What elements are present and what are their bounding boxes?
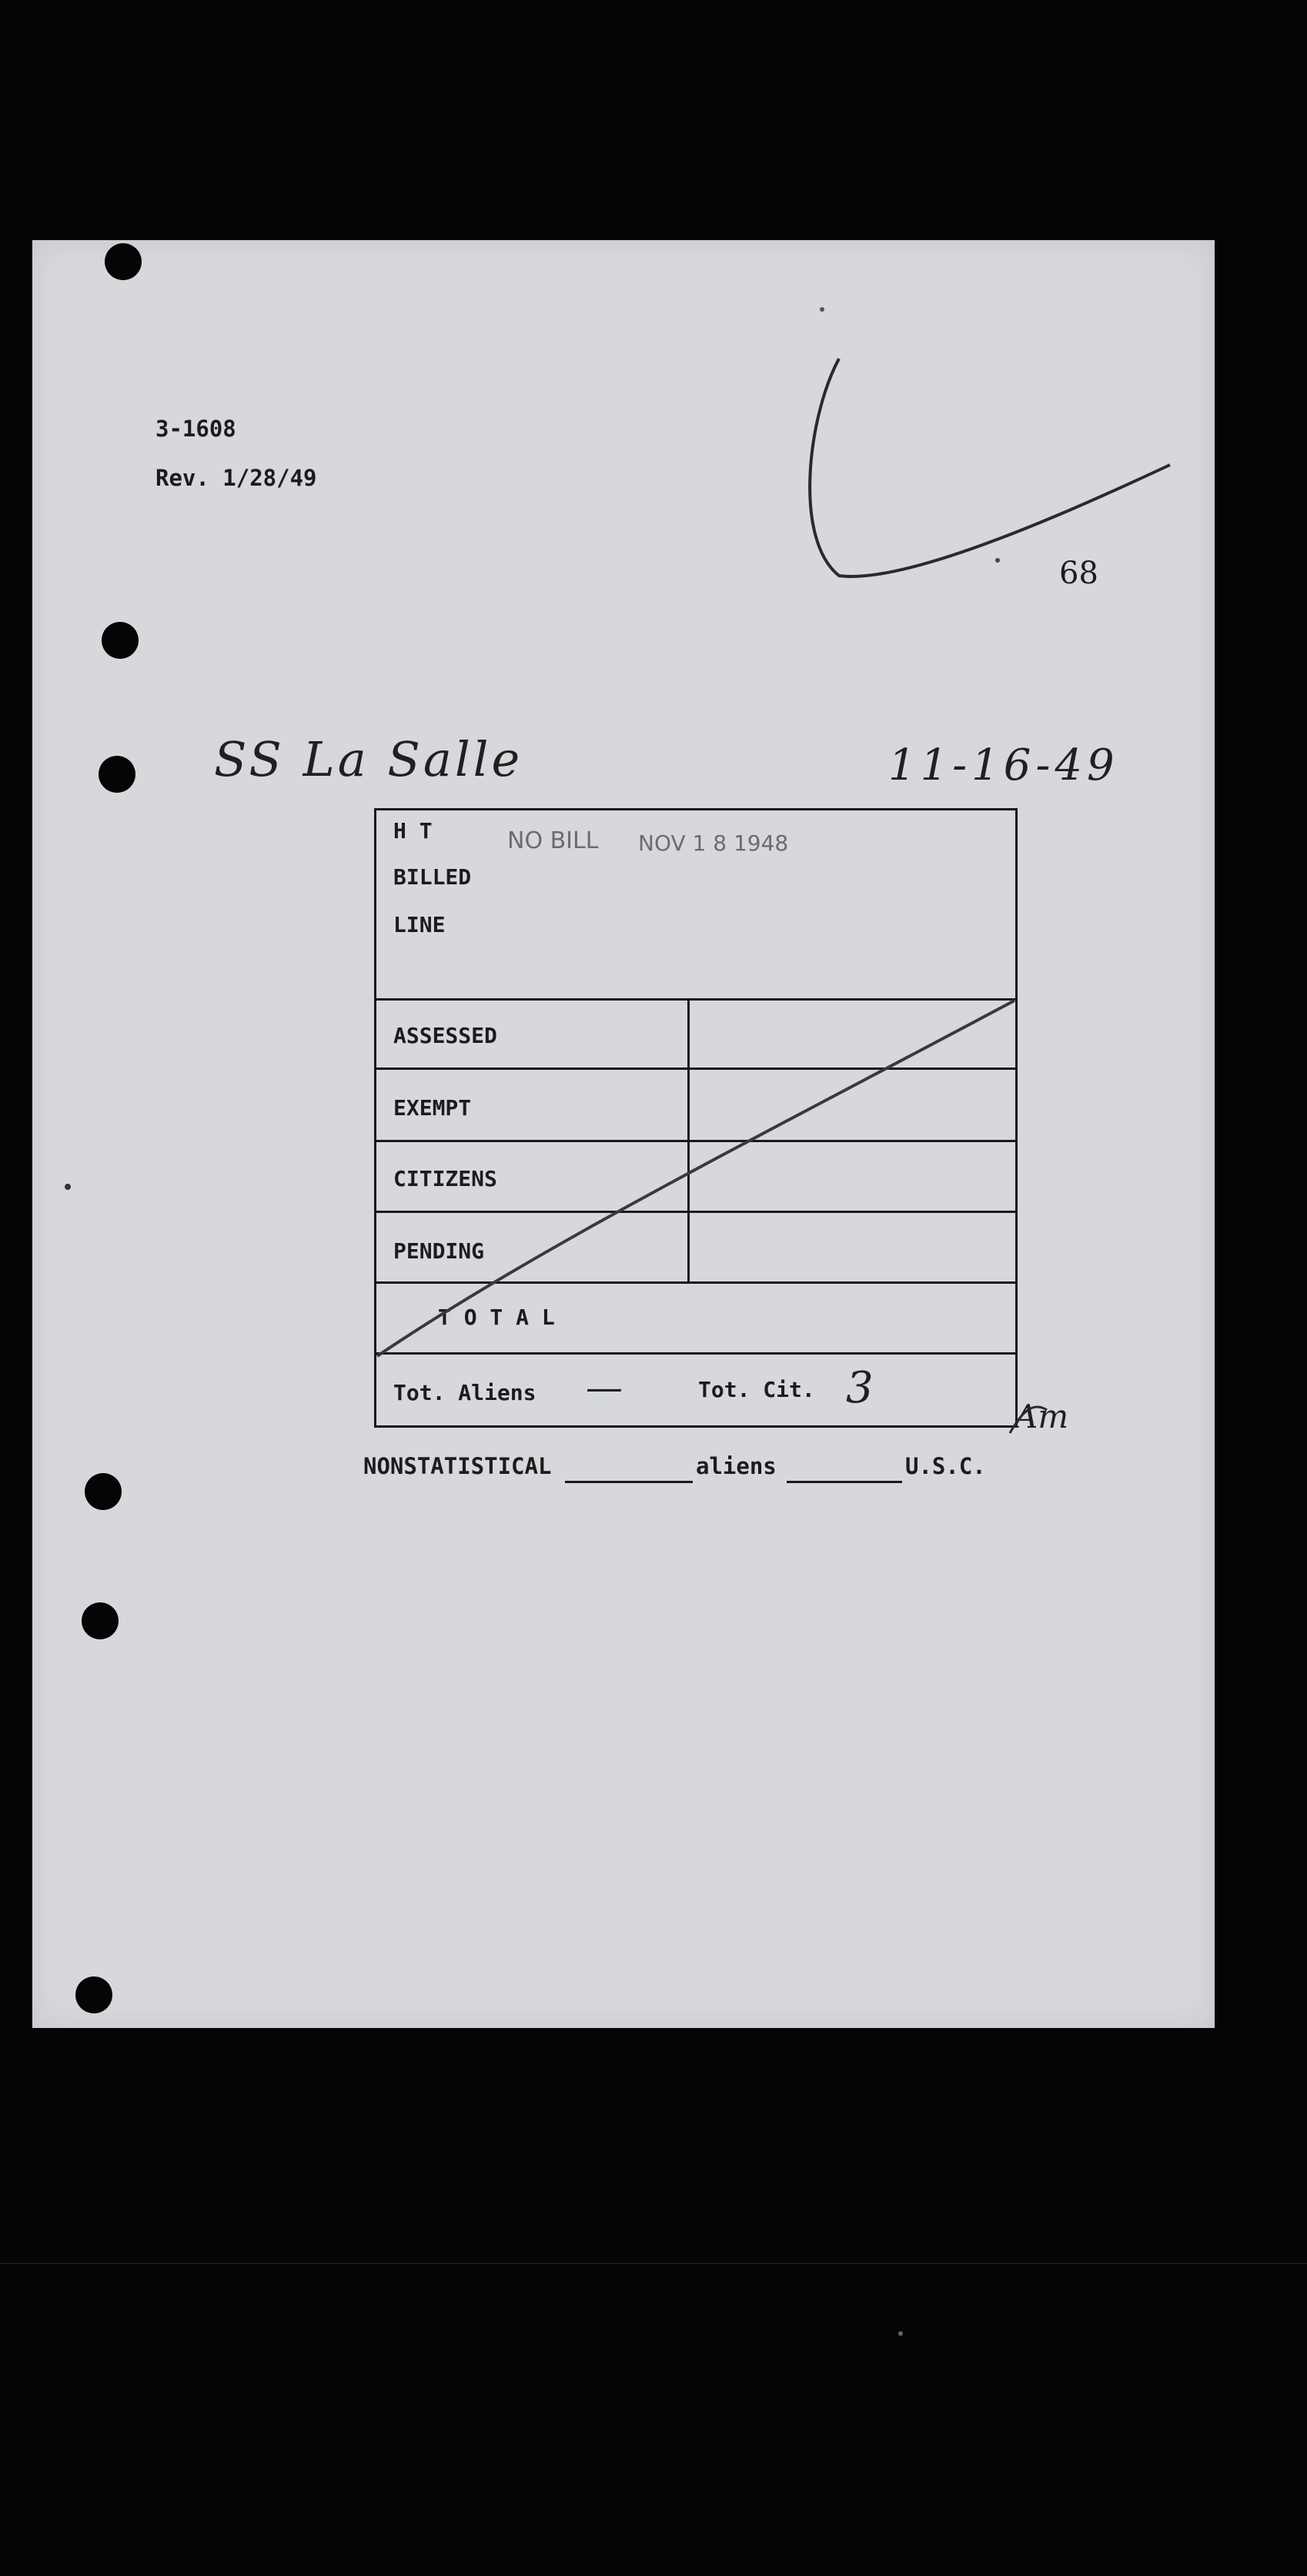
checkmark-stroke (810, 359, 1170, 576)
scan-speck (898, 2331, 903, 2336)
header-line-billed: BILLED (393, 864, 472, 890)
row-label-exempt: EXEMPT (393, 1095, 472, 1121)
voyage-date: 11-16-49 (888, 740, 1119, 790)
form-number: 3-1608 (155, 416, 236, 442)
header-line-line: LINE (393, 912, 446, 937)
clerk-initials: Am (1015, 1398, 1069, 1435)
scan-speck (820, 307, 824, 312)
total-label: T O T A L (438, 1305, 555, 1330)
scan-speck (65, 1184, 71, 1190)
page-number: 68 (1059, 556, 1098, 591)
total-citizens-value: 3 (846, 1363, 874, 1413)
row-label-pending: PENDING (393, 1238, 485, 1264)
no-bill-stamp: NO BILL (507, 827, 599, 854)
row-label-assessed: ASSESSED (393, 1023, 497, 1048)
total-aliens-label: Tot. Aliens (393, 1380, 537, 1405)
total-aliens-value: — (586, 1366, 623, 1409)
scan-speck (995, 558, 1000, 563)
header-line-ht: H T (393, 818, 433, 844)
strike-through-line (377, 1001, 1015, 1356)
form-revision: Rev. 1/28/49 (155, 465, 317, 491)
total-citizens-label: Tot. Cit. (698, 1377, 815, 1402)
date-stamp: NOV 1 8 1948 (638, 830, 789, 856)
row-label-citizens: CITIZENS (393, 1166, 497, 1191)
ship-name: SS La Salle (214, 731, 523, 787)
nonstatistical-aliens-label: aliens (696, 1453, 777, 1479)
initials-underline (1010, 1407, 1047, 1433)
nonstatistical-label: NONSTATISTICAL (363, 1453, 552, 1479)
nonstatistical-usc-label: U.S.C. (905, 1453, 986, 1479)
